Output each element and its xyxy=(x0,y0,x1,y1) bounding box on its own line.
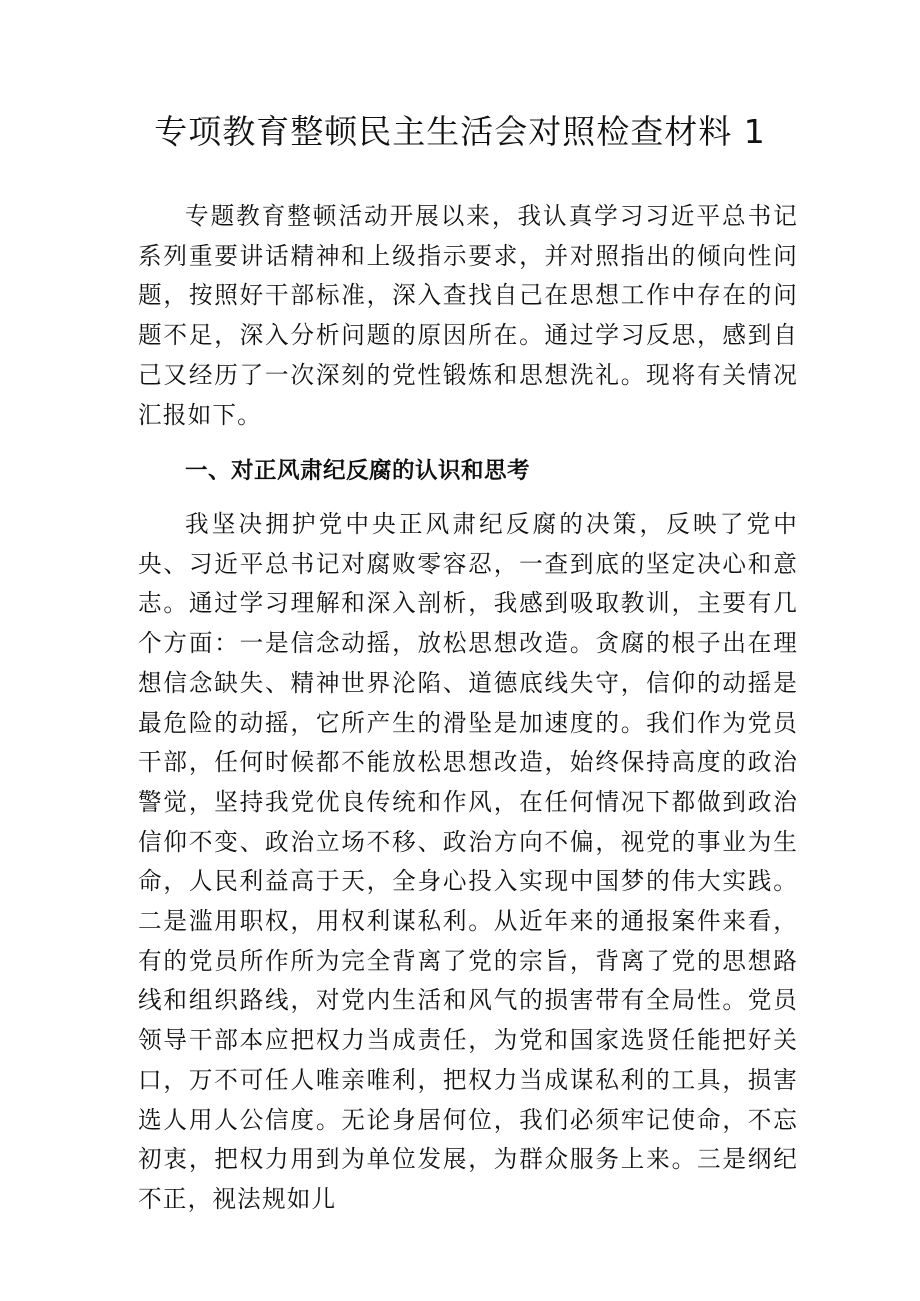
document-title: 专项教育整顿民主生活会对照检查材料 1 xyxy=(154,112,766,151)
section-heading: 一、对正风肃纪反腐的认识和思考 xyxy=(185,458,531,484)
section-paragraph: 我坚决拥护党中央正风肃纪反腐的决策，反映了党中央、习近平总书记对腐败零容忍，一查到底的坚定决心和意志。通过学习理解和深入剖析，我感到吸取教训，主要有几个方面：一是信念动摇，放松思想改造。贪腐的根子出在理想信念缺失、精神世界沦陷、道德底线失守，信仰的动摇是最危险的动摇，它所产生的滑坠是加速度的。我们作为党员干部，任何时候都不能放松思想改造，始终保持高度的政治警觉，坚持我党优良传统和作风，在任何情况下都做到政治信仰不变、政治立场不移、政治方向不偏，视党的事业为生命，人民利益高于天，全身心投入实现中国梦的伟大实践。二是滥用职权，用权利谋私利。从近年来的通报案件来看，有的党员所作所为完全背离了党的宗旨，背离了党的思想路线和组织路线，对党内生活和风气的损害带有全局性。党员领导干部本应把权力当成责任，为党和国家选贤任能把好关口，万不可任人唯亲唯利，把权力当成谋私利的工具，损害选人用人公信度。无论身居何位，我们必须牢记使命，不忘初衷，把权力用到为单位发展，为群众服务上来。三是纲纪不正，视法规如儿 xyxy=(138,510,798,1213)
intro-paragraph: 专题教育整顿活动开展以来，我认真学习习近平总书记系列重要讲话精神和上级指示要求，并对照指出的倾向性问题，按照好干部标准，深入查找自己在思想工作中存在的问题不足，深入分析问题的原因所在。通过学习反思，感到自己又经历了一次深刻的党性锻炼和思想洗礼。现将有关情况汇报如下。 xyxy=(138,202,798,429)
